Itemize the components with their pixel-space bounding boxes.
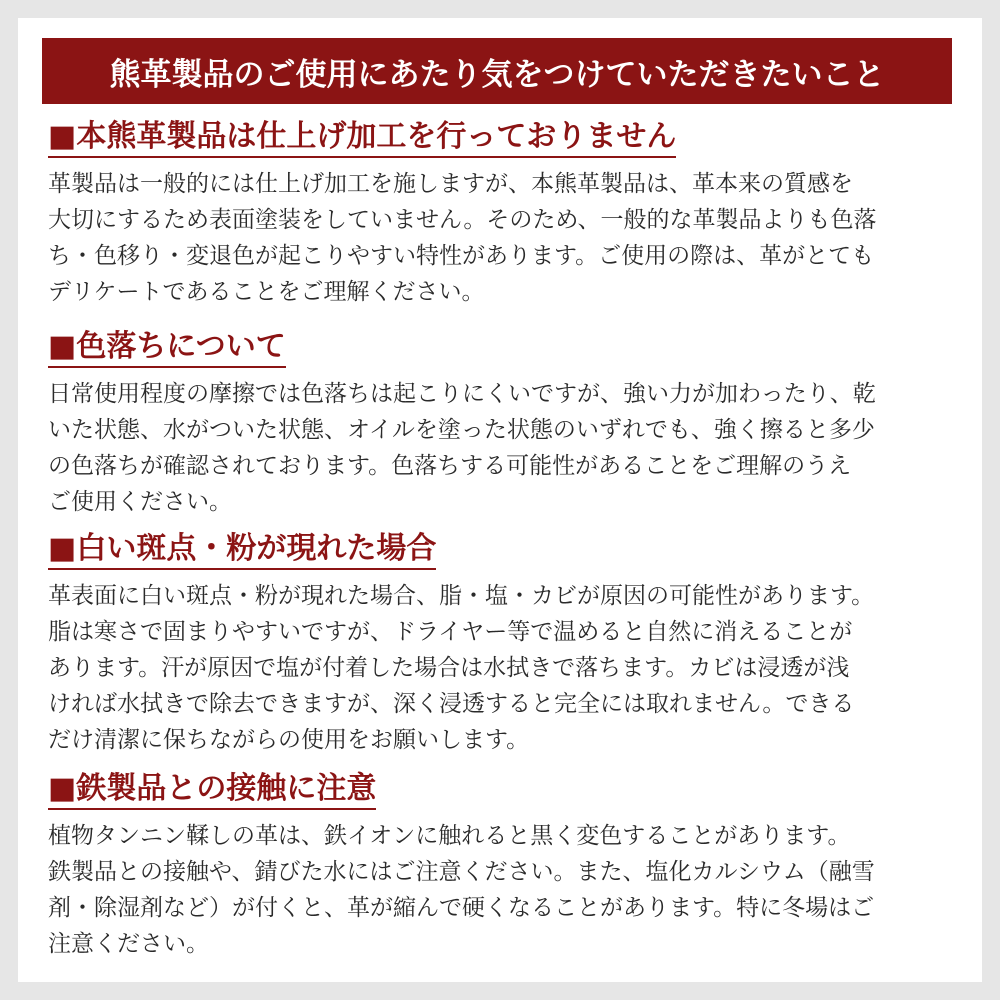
- body-line: 大切にするため表面塗装をしていません。そのため、一般的な革製品よりも色落: [48, 207, 877, 233]
- section-heading: ■白い斑点・粉が現れた場合: [48, 530, 436, 570]
- body-line: ご使用ください。: [48, 489, 232, 515]
- section-body: [48, 818, 958, 962]
- body-line: デリケートであることをご理解ください。: [48, 279, 485, 305]
- section-heading: ■鉄製品との接触に注意: [48, 770, 376, 810]
- body-line: 鉄製品との接触や、錆びた水にはご注意ください。また、塩化カルシウム（融雪: [48, 859, 875, 885]
- section-no-finish: [48, 118, 958, 310]
- body-line: 脂は寒さで固まりやすいですが、ドライヤー等で温めると自然に消えることが: [48, 619, 853, 645]
- section-iron-contact: [48, 770, 958, 962]
- section-white-spots: [48, 530, 958, 758]
- body-line: 植物タンニン鞣しの革は、鉄イオンに触れると黒く変色することがあります。: [48, 823, 851, 849]
- section-heading: ■本熊革製品は仕上げ加工を行っておりません: [48, 118, 676, 158]
- body-line: あります。汗が原因で塩が付着した場合は水拭きで落ちます。カビは浸透が浅: [48, 655, 850, 681]
- section-heading: ■色落ちについて: [48, 328, 286, 368]
- body-line: いた状態、水がついた状態、オイルを塗った状態のいずれでも、強く擦ると多少: [48, 417, 875, 443]
- page-title: 熊革製品のご使用にあたり気をつけていただきたいこと: [42, 38, 952, 104]
- body-line: 日常使用程度の摩擦では色落ちは起こりにくいですが、強い力が加わったり、乾: [48, 381, 876, 407]
- body-line: 革表面に白い斑点・粉が現れた場合、脂・塩・カビが原因の可能性があります。: [48, 583, 875, 609]
- section-body: [48, 166, 958, 310]
- body-line: の色落ちが確認されております。色落ちする可能性があることをご理解のうえ: [48, 453, 852, 479]
- body-line: ければ水拭きで除去できますが、深く浸透すると完全には取れません。できる: [48, 691, 855, 717]
- section-body: [48, 578, 958, 758]
- body-line: 革製品は一般的には仕上げ加工を施しますが、本熊革製品は、革本来の質感を: [48, 171, 853, 197]
- body-line: 剤・除湿剤など）が付くと、革が縮んで硬くなることがあります。特に冬場はご: [48, 895, 875, 921]
- body-line: ち・色移り・変退色が起こりやすい特性があります。ご使用の際は、革がとても: [48, 243, 875, 269]
- body-line: 注意ください。: [48, 931, 209, 957]
- body-line: だけ清潔に保ちながらの使用をお願いします。: [48, 727, 530, 753]
- notice-card: [18, 18, 982, 982]
- section-color-fading: [48, 328, 958, 520]
- section-body: [48, 376, 958, 520]
